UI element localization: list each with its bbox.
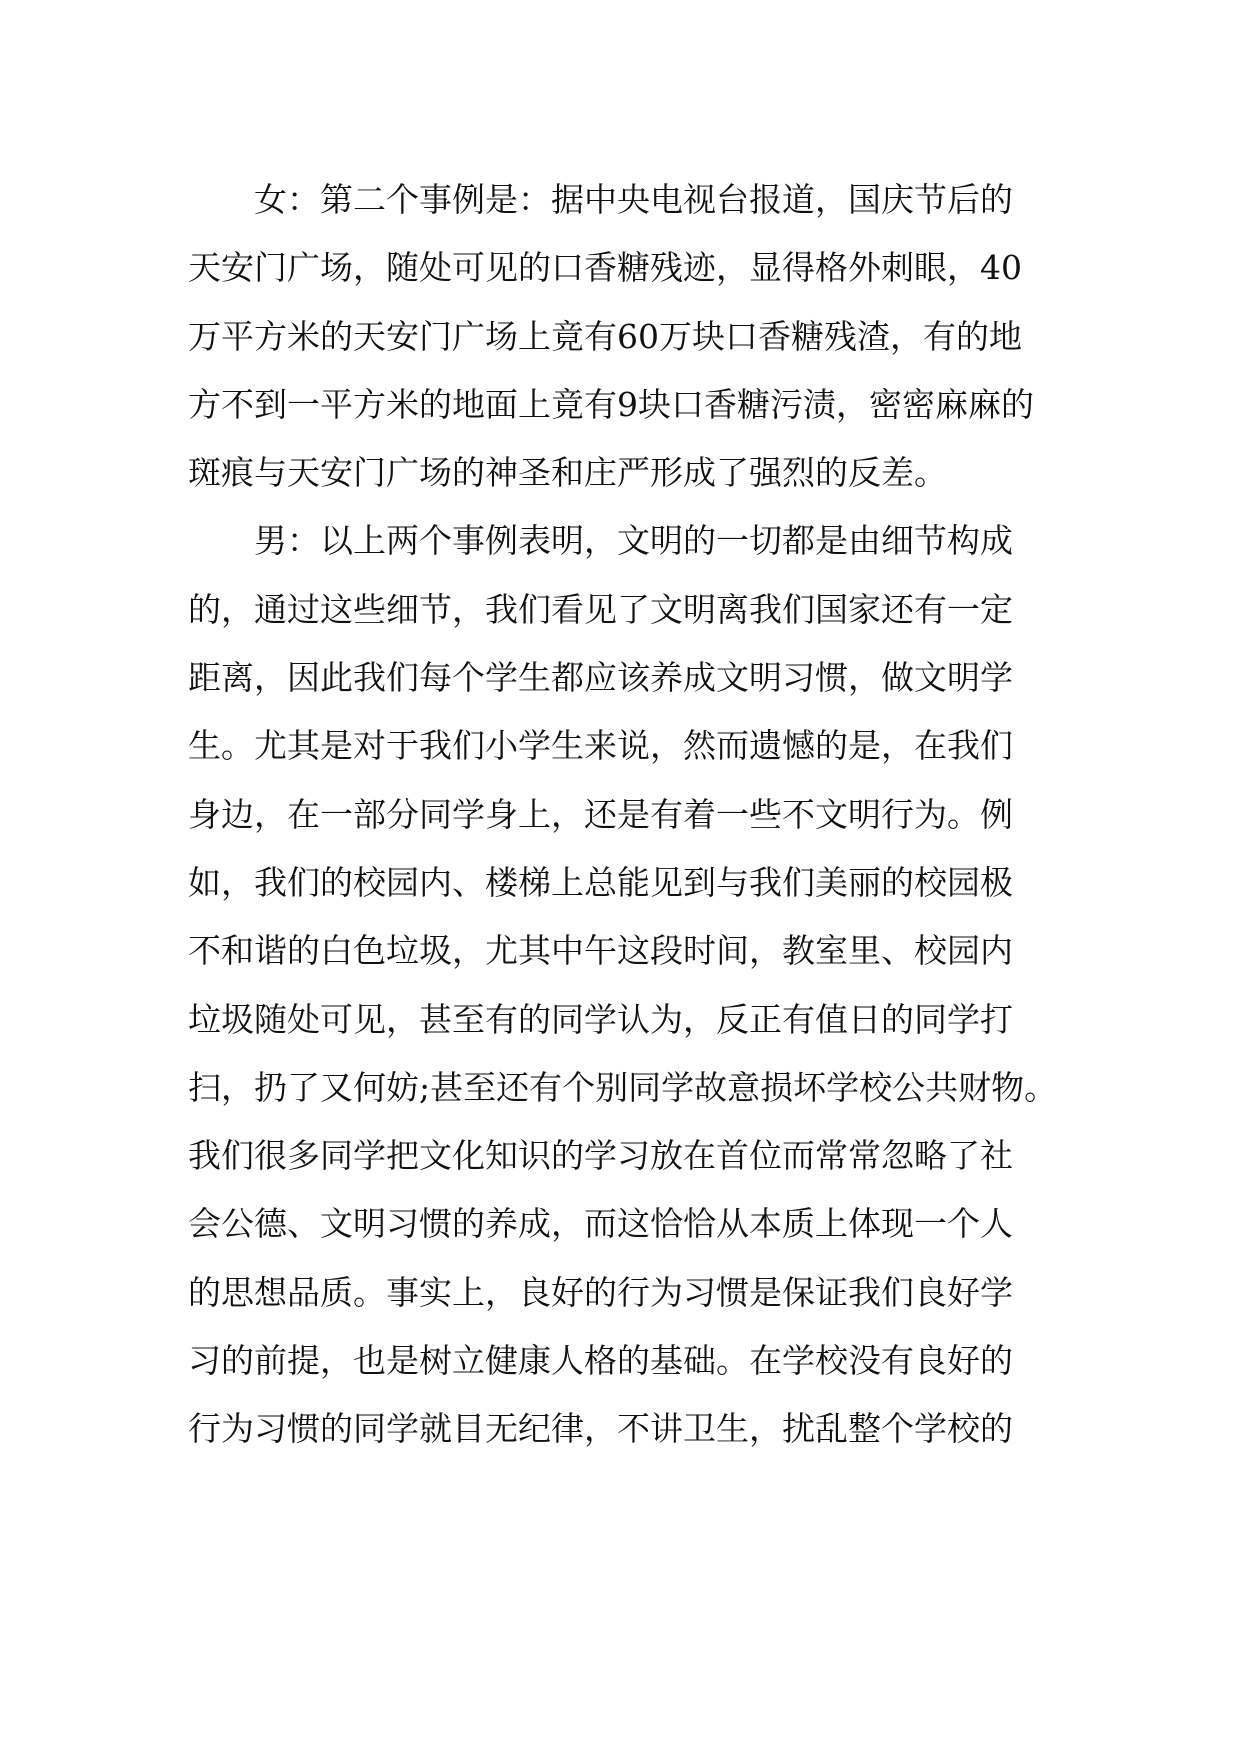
- text-line: 的思想品质。事实上，良好的行为习惯是保证我们良好学: [188, 1272, 1013, 1312]
- text-line: 身边，在一部分同学身上，还是有着一些不文明行为。例: [188, 794, 1013, 834]
- text-line: 方不到一平方米的地面上竟有9块口香糖污渍，密密麻麻的: [188, 384, 1034, 424]
- text-line: 我们很多同学把文化知识的学习放在首位而常常忽略了社: [188, 1136, 1013, 1176]
- text-line: 生。尤其是对于我们小学生来说，然而遗憾的是，在我们: [188, 726, 1013, 766]
- text-line: 会公德、文明习惯的养成，而这恰恰从本质上体现一个人: [188, 1204, 1013, 1244]
- text-line: 扫，扔了又何妨;甚至还有个别同学故意损坏学校公共财物。: [188, 1067, 1058, 1107]
- text-line: 的，通过这些细节，我们看见了文明离我们国家还有一定: [188, 589, 1013, 629]
- text-line: 不和谐的白色垃圾，尤其中午这段时间，教室里、校园内: [188, 931, 1013, 971]
- document-body: [188, 166, 1058, 1464]
- text-line: 习的前提，也是树立健康人格的基础。在学校没有良好的: [188, 1341, 1013, 1381]
- text-line: 天安门广场，随处可见的口香糖残迹，显得格外刺眼，40: [188, 248, 1022, 288]
- text-line: 距离，因此我们每个学生都应该养成文明习惯，做文明学: [188, 658, 1013, 698]
- text-line: 斑痕与天安门广场的神圣和庄严形成了强烈的反差。: [188, 453, 947, 493]
- text-line: 女：第二个事例是：据中央电视台报道，国庆节后的: [188, 180, 1013, 219]
- text-line: 如，我们的校园内、楼梯上总能见到与我们美丽的校园极: [188, 862, 1013, 902]
- text-line: 男：以上两个事例表明，文明的一切都是由细节构成: [188, 521, 1013, 561]
- text-line: 行为习惯的同学就目无纪律，不讲卫生，扰乱整个学校的: [188, 1409, 1013, 1449]
- text-line: 万平方米的天安门广场上竟有60万块口香糖残渣，有的地: [188, 316, 1022, 356]
- text-line: 垃圾随处可见，甚至有的同学认为，反正有值日的同学打: [188, 999, 1013, 1039]
